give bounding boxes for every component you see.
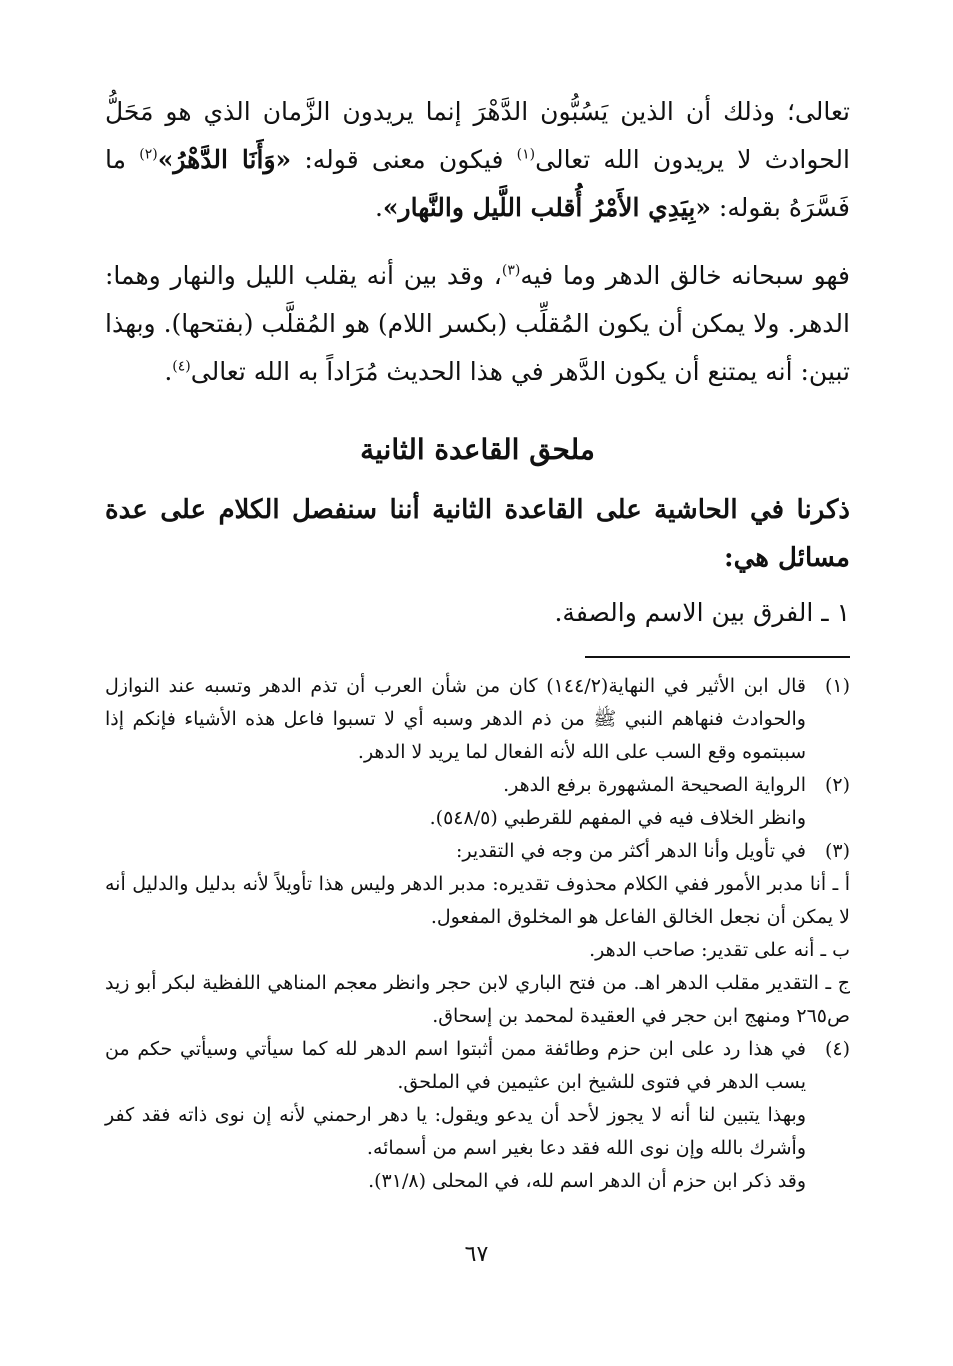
- hadith-quote-1: «وَأَنَا الدَّهْرُ»: [157, 145, 292, 174]
- footnote-2: [105, 769, 850, 835]
- paragraph-2-text-a: فهو سبحانه خالق الدهر وما فيه: [520, 261, 850, 290]
- footnote-1-number: (١): [824, 675, 850, 697]
- footnote-1-text: قال ابن الأثير في النهاية(١٤٤/٢) كان من شأن العرب أن تذم الدهر وتسبه عند النوازل والحوادث فنهاهم النبي ﷺ من ذم الدهر وسبه أي لا تسبوا فاعل هذه الأشياء فإنكم إذا سببتموه وقع السب على الله لأنه الفعال لما يريد لا الدهر.: [105, 675, 806, 763]
- footnote-ref-2[interactable]: (٢): [139, 146, 158, 163]
- paragraph-1-end: .: [374, 193, 383, 222]
- section-heading: ملحق القاعدة الثانية: [360, 433, 595, 466]
- footnote-2-number: (٢): [824, 774, 850, 796]
- footnote-4-line-2: وبهذا يتبين لنا أنه لا يجوز لأحد أن يدعو ويقول: يا دهر ارحمني لأنه إن نوى ذاته فقد كفر وأشرك بالله وإن نوى الله فقد دعا بغير اسم من أسمائه.: [105, 1104, 806, 1159]
- footnote-1: [105, 670, 850, 769]
- paragraph-2-end: .: [164, 357, 173, 386]
- footnote-ref-4[interactable]: (٤): [172, 358, 191, 375]
- paragraph-2-text-b: ، وقد بين أنه يقلب الليل والنهار وهما: الدهر. ولا يمكن أن يكون المُقلِّب (بكسر اللام) هو المُقلَّب (بفتحها). وبهذا تبين: أنه يمتنع أن يكون الدَّهر في هذا الحديث مُرَاداً به الله تعالى: [105, 261, 850, 386]
- footnote-3-line-1: في تأويل وأنا الدهر أكثر من وجه في التقدير:: [455, 840, 806, 862]
- footnote-4-number: (٤): [824, 1038, 850, 1060]
- intro-paragraph: ذكرنا في الحاشية على القاعدة الثانية أننا سنفصل الكلام على عدة مسائل هي:: [105, 495, 850, 573]
- hadith-quote-2: «بِيَدِي الأَمْرُ أُقلب اللَّيل والنَّهار»: [382, 193, 711, 222]
- page-number: ٦٧: [464, 1242, 489, 1267]
- footnote-3-item-a: أ ـ أنا مدبر الأمور ففي الكلام محذوف تقديره: مدبر الدهر وليس هذا تأويلاً لأنه بدليل والدليل أنه لا يمكن أن نجعل الخالق الفاعل هو المخلوق المفعول.: [105, 873, 850, 928]
- page-content: [105, 88, 850, 1198]
- list-item-1: ١ ـ الفرق بين الاسم والصفة.: [554, 598, 850, 627]
- paragraph-1: [105, 88, 850, 232]
- footnote-3-number: (٣): [824, 840, 850, 862]
- footnote-separator: [585, 656, 850, 658]
- footnote-2-line-2: وانظر الخلاف فيه في المفهم للقرطبي (٥٤٨/٥).: [429, 807, 806, 829]
- footnote-4-line-3: وقد ذكر ابن حزم أن الدهر اسم لله، في المحلى (٣١/٨).: [368, 1170, 806, 1192]
- paragraph-1-text-c: ما فَسَّرَهُ بقوله:: [105, 145, 850, 222]
- footnote-2-line-1: الرواية الصحيحة المشهورة برفع الدهر.: [503, 774, 806, 796]
- footnote-ref-3[interactable]: (٣): [501, 262, 521, 279]
- footnote-3-item-c: ج ـ التقدير مقلب الدهر اهـ. من فتح الباري لابن حجر وانظر معجم المناهي اللفظية لبكر أبو زيد ص٢٦٥ ومنهج ابن حجر في العقيدة لمحمد بن إسحاق.: [105, 972, 850, 1027]
- footnote-4: [105, 1033, 850, 1198]
- paragraph-2: [105, 252, 850, 396]
- paragraph-1-text-a: تعالى؛ وذلك أن الذين يَسُبُّون الدَّهْرَ إنما يريدون الزَّمان الذي هو مَحَلُّ الحوادث لا يريدون الله تعالى: [105, 97, 850, 174]
- footnote-ref-1[interactable]: (١): [516, 146, 536, 163]
- footnote-3-item-b: ب ـ أنه على تقدير: صاحب الدهر.: [589, 939, 850, 961]
- footnote-4-line-1: في هذا رد على ابن حزم وطائفة ممن أثبتوا اسم الدهر لله كما سيأتي وسيأتي حكم من يسب الدهر في فتوى للشيخ ابن عثيمين في الملحق.: [105, 1038, 806, 1093]
- footnote-3: [105, 835, 850, 868]
- paragraph-1-text-b: فيكون معنى قوله:: [291, 145, 517, 174]
